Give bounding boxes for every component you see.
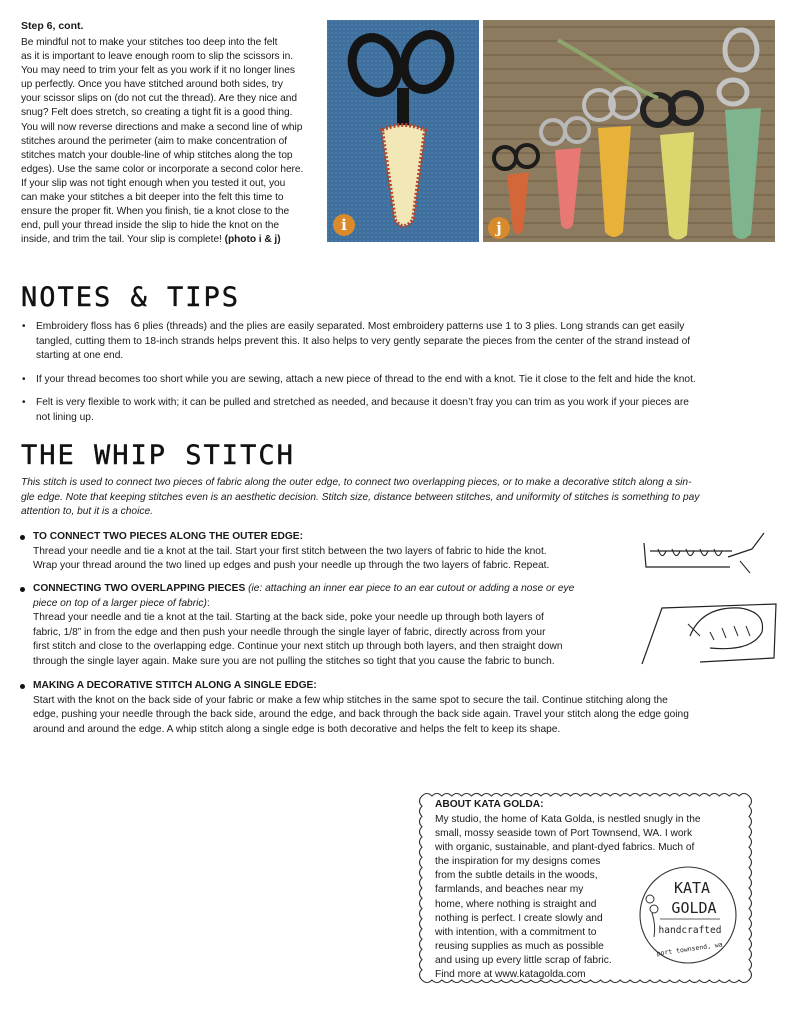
step-line <box>21 233 321 247</box>
step-line: You will now reverse directions and make a second line of whip <box>21 121 303 133</box>
step-line: up perfectly. Once you have stitched around both sides, try <box>21 79 283 91</box>
bullet-dot: • <box>22 321 26 332</box>
section-title: TO CONNECT TWO PIECES ALONG THE OUTER EDGE: <box>33 531 303 542</box>
photo-badge-j: j <box>488 217 510 239</box>
outer-edge-stitch-diagram <box>640 527 768 577</box>
tip-line: not lining up. <box>36 411 94 423</box>
step-line: Be mindful not to make your stitches too deep into the felt <box>21 37 278 48</box>
intro-line: gle edge. Note that keeping stitches even is an aesthetic decision. Stitch size, distance between stitches, and uniformity of stitches is something to pay <box>21 491 700 503</box>
about-line: farmlands, and beaches near my <box>435 884 584 896</box>
logo-line-golda: GOLDA <box>671 899 717 917</box>
step-line: end, pull your thread inside the slip to hide the knot on the <box>21 220 280 232</box>
bullet-dot: • <box>22 374 26 385</box>
about-title: ABOUT KATA GOLDA: <box>435 799 544 810</box>
section-subtitle: piece on top of a larger piece of fabric) <box>33 597 207 609</box>
bullet-dot <box>20 535 25 540</box>
tip-item <box>22 320 776 364</box>
section-line: fabric, 1/8” in from the edge and then push your needle through the single layer of fabric, directly across from your <box>33 626 546 638</box>
section-heading-line <box>33 597 643 612</box>
step-line: ensure the proper fit. When you finish, tie a knot close to the <box>21 206 290 218</box>
step-line: You may need to trim your felt as you work if it no longer lines <box>21 65 295 77</box>
about-box <box>414 788 757 988</box>
section-title: MAKING A DECORATIVE STITCH ALONG A SINGLE EDGE: <box>33 680 317 691</box>
section-line: edge, pushing your needle through the back side, around the edge, and back through the back side again. Travel your stitch along the edge going <box>33 709 689 720</box>
section-line: Thread your needle and tie a knot at the tail. Start your first stitch between the two layers of fabric to hide the knot. <box>33 545 547 557</box>
step-body <box>21 36 321 247</box>
tip-line: If your thread becomes too short while you are sewing, attach a new piece of thread to the end with a knot. Tie it close to the felt and hide the knot. <box>36 374 696 385</box>
step-line: If your slip was not tight enough when you tested it out, you <box>21 177 286 189</box>
photo-j-illustration <box>483 20 775 242</box>
tip-item <box>22 396 776 425</box>
whip-section-overlapping <box>33 582 643 669</box>
section-line: around and around the edge. A whip stitch along a single edge is both decorative and helps the felt to keep its shape. <box>33 723 561 735</box>
tip-item <box>22 373 776 388</box>
whip-intro <box>21 476 776 520</box>
whip-stitch-heading: THE WHIP STITCH <box>21 440 295 471</box>
photo-i-illustration <box>327 20 479 242</box>
step-line: stitches around the perimeter (aim to make concentration of <box>21 135 288 147</box>
about-line: with organic, sustainable, and plant-dyed fabrics. Much of <box>435 842 695 854</box>
notes-heading: NOTES & TIPS <box>21 282 241 313</box>
step-line-text: inside, and trim the tail. Your slip is complete! <box>21 234 222 246</box>
step-line: can make your stitches a bit deeper into the felt this time to <box>21 192 284 204</box>
section-line: Wrap your thread around the two lined up edges and push your needle up through the two layers of fabric. Repeat. <box>33 560 550 571</box>
section-subtitle-colon: : <box>206 597 210 609</box>
intro-line: attention to, but it is a choice. <box>21 506 153 517</box>
logo-line-kata: KATA <box>673 879 711 897</box>
bullet-dot: • <box>22 397 26 408</box>
overlapping-stitch-diagram <box>640 596 780 670</box>
about-line: Find more at www.katagolda.com <box>435 969 586 981</box>
logo-line-handcrafted: handcrafted <box>658 925 722 936</box>
photo-badge-i: i <box>333 214 355 236</box>
photo-reference: (photo i & j) <box>224 234 281 246</box>
section-subtitle: (ie: attaching an inner ear piece to an ear cutout or adding a nose or eye <box>245 583 575 594</box>
tip-line: Embroidery floss has 6 plies (threads) and the plies are easily separated. Most embroidery patterns use 1 to 3 plies. Long strands can get easily <box>36 321 685 332</box>
step-line: edges). Use the same color or incorporate a second color here. <box>21 163 304 175</box>
about-line: reusing supplies as much as possible <box>435 940 604 952</box>
section-line: through the single layer again. Make sure you are not pulling the stitches so tight that you cause the fabric to bunch. <box>33 655 555 667</box>
about-line: My studio, the home of Kata Golda, is nestled snugly in the <box>435 814 701 825</box>
step-title: Step 6, cont. <box>21 20 84 32</box>
bullet-dot <box>20 684 25 689</box>
whip-section-outer-edge <box>33 530 633 574</box>
intro-line: This stitch is used to connect two pieces of fabric along the outer edge, to connect two overlapping pieces, or to make a decorative stitch along a sin- <box>21 477 692 488</box>
whip-section-decorative <box>33 679 778 737</box>
kata-golda-logo <box>636 863 740 967</box>
step-line: snug? Felt does stretch, so creating a tight fit is a good thing. <box>21 107 293 119</box>
logo-line-location: port townsend, wa <box>656 940 724 958</box>
section-line: Thread your needle and tie a knot at the tail. Starting at the back side, poke your needle up through both layers of <box>33 612 544 623</box>
step-line: as it is important to leave enough room to slip the scissors in. <box>21 51 293 63</box>
photo-j-scissor-collection <box>483 20 775 242</box>
tip-line: Felt is very flexible to work with; it can be pulled and stretched as needed, and because it doesn’t fray you can trim as you work if your pieces are <box>36 397 689 408</box>
section-line: first stitch and close to the overlapping edge. Continue your next stitch up through both layers, and then straight down <box>33 641 563 652</box>
about-line: and using up every little scrap of fabric. <box>435 954 612 966</box>
bullet-dot <box>20 587 25 592</box>
about-line: the inspiration for my designs comes <box>435 856 601 868</box>
about-line: nothing is perfect. I create slowly and <box>435 912 603 924</box>
section-heading-line <box>33 582 643 597</box>
about-line: small, mossy seaside town of Port Townsend, WA. I work <box>435 828 693 840</box>
about-line: from the subtle details in the woods, <box>435 870 598 882</box>
section-line: Start with the knot on the back side of your fabric or make a few whip stitches in the same spot to secure the tail. Continue stitching along the <box>33 694 668 706</box>
tip-line: starting at one end. <box>36 350 124 361</box>
tip-line: tangled, cutting them to 18-inch strands helps prevent this. It also helps to very gently separate the pieces from the center of the strand instead of <box>36 335 691 347</box>
about-line: home, where nothing is straight and <box>435 898 597 910</box>
section-title: CONNECTING TWO OVERLAPPING PIECES <box>33 583 246 594</box>
about-line: with intention, with a commitment to <box>435 926 597 938</box>
step-line: stitches match your double-line of whip stitches along the top <box>21 149 293 161</box>
photo-i-scissors-in-slip <box>327 20 479 242</box>
step-line: your scissor slips on (do not cut the thread). Are they nice and <box>21 93 297 105</box>
